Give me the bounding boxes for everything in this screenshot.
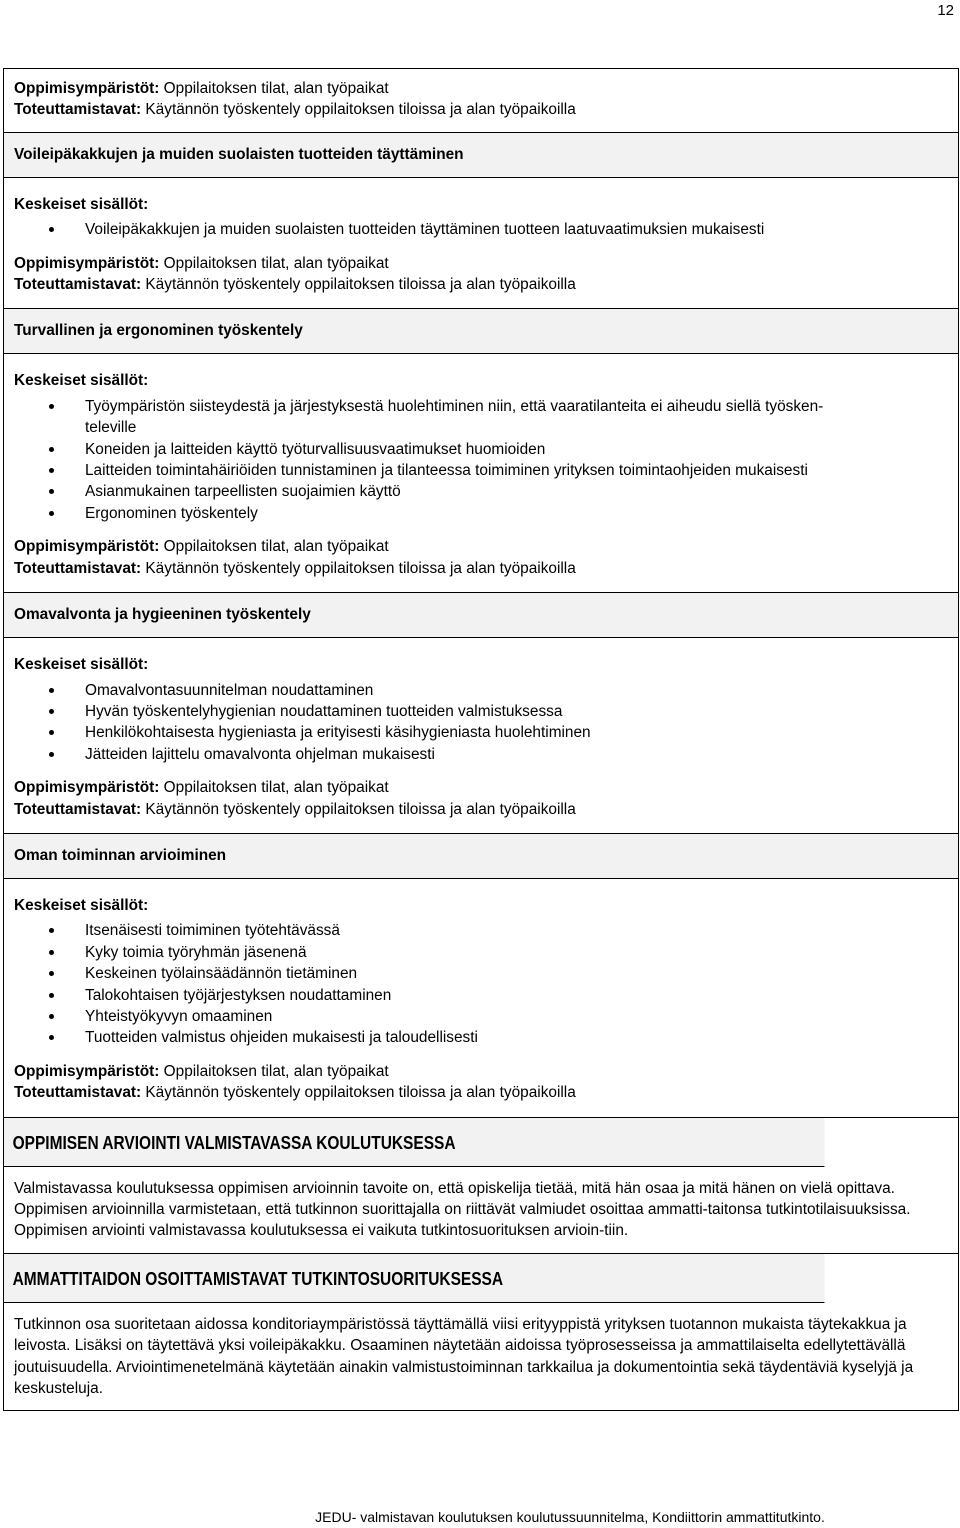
section-content <box>4 879 958 1118</box>
environment-value: Oppilaitoksen tilat, alan työpaikat <box>163 1062 389 1080</box>
environment-label: Oppimisympäristöt: <box>14 1062 160 1080</box>
assessment-text: Valmistavassa koulutuksessa oppimisen arvioinnin tavoite on, että opiskelija tietää, mitä hän osaa ja mitä hänen on vielä opittava. Oppimisen arvioinnilla varmistetaan, että tutkinnon suorittajalla on riittävät valmiudet osoittaa ammatti-taitonsa tutkintotilaisuuksissa. Oppimisen arviointi valmistavassa koulutuksessa ei vaikuta tutkintosuorituksen arvioin-tiin. <box>4 1167 958 1254</box>
environment-label: Oppimisympäristöt: <box>14 80 160 97</box>
methods-value: Käytännön työskentely oppilaitoksen tiloissa ja alan työpaikoilla <box>145 1084 576 1102</box>
demonstration-title: AMMATTITAIDON OSOITTAMISTAVAT TUTKINTOSUORITUKSESSA <box>4 1254 824 1303</box>
key-contents-list <box>14 680 948 766</box>
environment-value: Oppilaitoksen tilat, alan työpaikat <box>163 80 389 97</box>
section-title: Omavalvonta ja hygieeninen työskentely <box>4 593 958 638</box>
list-item: Koneiden ja laitteiden käyttö työturvallisuusvaatimukset huomioiden <box>14 439 948 460</box>
key-contents-label: Keskeiset sisällöt: <box>14 896 149 914</box>
environment-value: Oppilaitoksen tilat, alan työpaikat <box>163 779 389 797</box>
methods-label: Toteuttamistavat: <box>14 559 142 577</box>
list-item: Asianmukainen tarpeellisten suojaimien käyttö <box>14 481 948 502</box>
methods-label: Toteuttamistavat: <box>14 800 142 818</box>
methods-value: Käytännön työskentely oppilaitoksen tiloissa ja alan työpaikoilla <box>145 800 576 818</box>
list-item: Itsenäisesti toimiminen työtehtävässä <box>14 920 948 941</box>
list-item: Kyky toimia työryhmän jäsenenä <box>14 942 948 963</box>
section-title: Oman toiminnan arvioiminen <box>4 834 958 879</box>
section-content <box>4 638 958 834</box>
list-item: Ergonominen työskentely <box>14 503 948 524</box>
page-footer: JEDU- valmistavan koulutuksen koulutussuunnitelma, Kondiittorin ammattitutkinto. <box>315 1509 825 1525</box>
list-item: Laitteiden toimintahäiriöiden tunnistaminen ja tilanteessa toimiminen yrityksen toimintaohjeiden mukaisesti <box>14 460 948 481</box>
key-contents-label: Keskeiset sisällöt: <box>14 372 149 390</box>
key-contents-list <box>14 396 948 524</box>
section-content <box>4 178 958 310</box>
list-item: Tuotteiden valmistus ohjeiden mukaisesti ja taloudellisesti <box>14 1027 948 1048</box>
methods-value: Käytännön työskentely oppilaitoksen tiloissa ja alan työpaikoilla <box>145 276 576 294</box>
list-item: Omavalvontasuunnitelman noudattaminen <box>14 680 948 701</box>
section-content <box>4 354 958 593</box>
list-item: Talokohtaisen työjärjestyksen noudattaminen <box>14 985 948 1006</box>
page-number: 12 <box>937 2 954 19</box>
methods-label: Toteuttamistavat: <box>14 276 142 294</box>
environment-label: Oppimisympäristöt: <box>14 779 160 797</box>
list-item: Jätteiden lajittelu omavalvonta ohjelman mukaisesti <box>14 744 948 765</box>
list-item: Henkilökohtaisesta hygieniasta ja erityisesti käsihygieniasta huolehtiminen <box>14 722 948 743</box>
list-item: Keskeinen työlainsäädännön tietäminen <box>14 963 948 984</box>
methods-label: Toteuttamistavat: <box>14 1084 142 1102</box>
list-item: Työympäristön siisteydestä ja järjestyksestä huolehtiminen niin, että vaaratilanteita ei aiheudu siellä työsken- televille <box>14 396 948 439</box>
section-title: Voileipäkakkujen ja muiden suolaisten tuotteiden täyttäminen <box>4 133 958 178</box>
meta-block <box>4 69 958 133</box>
section-title: Turvallinen ja ergonominen työskentely <box>4 309 958 354</box>
curriculum-table <box>3 68 959 1411</box>
key-contents-label: Keskeiset sisällöt: <box>14 656 149 674</box>
environment-value: Oppilaitoksen tilat, alan työpaikat <box>163 538 389 556</box>
demonstration-text: Tutkinnon osa suoritetaan aidossa konditoriaympäristössä täyttämällä viisi erityyppistä yrityksen tuotannon mukaista täytekakkua ja leivosta. Lisäksi on täytettävä yksi voileipäkakku. Osaaminen näytetään aidoissa työprosesseissa ja ammattilaiselta edellytettävällä joutuisuudella. Arviointimenetelmänä käytetään ainakin valmistustoiminnan tarkkailua ja dokumentointia sekä täydentäviä kyselyjä ja keskusteluja. <box>14 1315 914 1398</box>
methods-value: Käytännön työskentely oppilaitoksen tiloissa ja alan työpaikoilla <box>145 559 576 577</box>
methods-value: Käytännön työskentely oppilaitoksen tiloissa ja alan työpaikoilla <box>145 101 576 119</box>
list-item: Hyvän työskentelyhygienian noudattaminen tuotteiden valmistuksessa <box>14 701 948 722</box>
key-contents-list <box>14 219 948 240</box>
list-item: Voileipäkakkujen ja muiden suolaisten tuotteiden täyttäminen tuotteen laatuvaatimuksien mukaisesti <box>14 219 948 240</box>
assessment-title: OPPIMISEN ARVIOINTI VALMISTAVASSA KOULUTUKSESSA <box>4 1118 824 1167</box>
list-item: Yhteistyökyvyn omaaminen <box>14 1006 948 1027</box>
environment-label: Oppimisympäristöt: <box>14 254 160 272</box>
key-contents-list <box>14 920 948 1048</box>
key-contents-label: Keskeiset sisällöt: <box>14 195 149 213</box>
environment-value: Oppilaitoksen tilat, alan työpaikat <box>163 254 389 272</box>
methods-label: Toteuttamistavat: <box>14 101 142 119</box>
environment-label: Oppimisympäristöt: <box>14 538 160 556</box>
